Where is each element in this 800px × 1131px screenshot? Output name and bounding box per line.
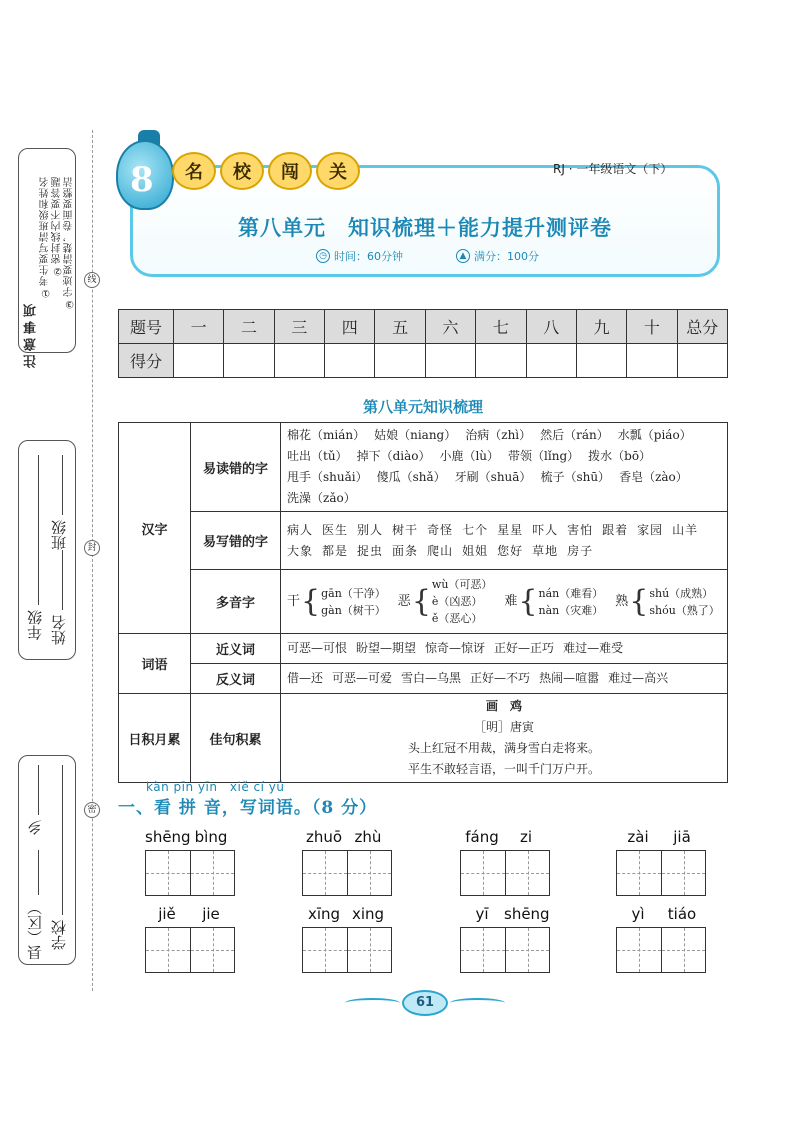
score-col: 十 — [627, 310, 677, 344]
item-pinyin — [460, 828, 550, 850]
syllable: jie — [202, 905, 220, 923]
word-item: 可恶—可恨 — [287, 641, 348, 655]
score-col: 总分 — [677, 310, 727, 344]
writing-cell[interactable] — [505, 928, 549, 972]
school-field[interactable] — [62, 765, 63, 915]
word-item: 大象 — [287, 543, 314, 558]
township-field[interactable] — [38, 765, 39, 815]
score-cell[interactable] — [526, 344, 576, 378]
easy-write-label: 易写错的字 — [191, 512, 281, 570]
school-label: 学校 — [50, 920, 68, 950]
polyphone-reading: gàn（树干） — [321, 603, 386, 617]
writing-cells — [302, 927, 392, 973]
syllable: fáng — [465, 828, 499, 846]
syllable: zhuō — [305, 828, 343, 846]
word-item: 爬山 — [427, 543, 454, 558]
brace-icon: { — [301, 583, 321, 619]
word-item: 可恶—可爱 — [332, 671, 393, 685]
grade-label: 年级 — [26, 610, 44, 640]
writing-cell[interactable] — [661, 928, 705, 972]
township-label: 乡 — [26, 820, 44, 835]
seal-mark-close: 密 — [84, 802, 100, 818]
score-col: 九 — [576, 310, 626, 344]
score-col: 四 — [325, 310, 375, 344]
polyphone-reading: nán（难看） — [538, 586, 604, 600]
poem-line-2: 平生不敢轻言语，一叫千门万户开。 — [407, 762, 600, 776]
writing-cell[interactable] — [146, 851, 190, 895]
score-col: 一 — [174, 310, 224, 344]
grade-label: RJ · 一年级语文（下） — [553, 162, 673, 176]
polyphone-group — [398, 576, 493, 627]
score-col: 六 — [425, 310, 475, 344]
knowledge-title: 第八单元知识梳理 — [362, 398, 483, 416]
syllable: bìng — [194, 828, 228, 846]
score-cell[interactable] — [576, 344, 626, 378]
score-col: 二 — [224, 310, 274, 344]
word-writing-item — [302, 905, 392, 973]
page-title: 第八单元 知识梳理＋能力提升测评卷 — [238, 215, 612, 240]
easy-read-label: 易读错的字 — [191, 423, 281, 512]
item-pinyin — [145, 828, 235, 850]
class-label: 班级 — [50, 520, 68, 550]
word-item: 病人 — [287, 522, 314, 537]
synonyms-label: 近义词 — [191, 634, 281, 664]
writing-cells — [302, 850, 392, 896]
word-writing-item — [460, 905, 550, 973]
writing-cell[interactable] — [461, 851, 505, 895]
word-item: 傻瓜（shǎ） — [376, 470, 446, 484]
footer-swirl-right — [450, 998, 505, 1008]
word-item: 奇怪 — [427, 522, 454, 537]
polyphone-label: 多音字 — [191, 570, 281, 634]
item-pinyin — [460, 905, 550, 927]
page-number: 61 — [402, 990, 448, 1016]
polyphone-group — [504, 585, 603, 619]
word-writing-item — [145, 905, 235, 973]
name-label: 姓名 — [50, 615, 68, 645]
word-item: 草地 — [532, 543, 559, 558]
word-writing-item — [145, 828, 235, 896]
brand-badge: 校 — [220, 152, 264, 190]
poem-line-1: 头上红冠不用裁，满身雪白走将来。 — [407, 741, 600, 755]
word-item: 七个 — [462, 522, 489, 537]
word-item: 房子 — [567, 543, 594, 558]
word-item: 家园 — [637, 522, 664, 537]
binding-line — [92, 130, 93, 991]
county-label: 县（区） — [26, 900, 44, 960]
score-cell[interactable] — [627, 344, 677, 378]
word-item: 都是 — [322, 543, 349, 558]
syllable: yì — [631, 905, 645, 923]
score-table — [118, 309, 728, 378]
writing-cell[interactable] — [347, 928, 391, 972]
writing-cells — [616, 927, 706, 973]
score-cell[interactable] — [677, 344, 727, 378]
word-item: 香皂（zào） — [619, 470, 688, 484]
word-item: 带领（lǐng） — [508, 449, 580, 463]
brace-icon: { — [411, 583, 431, 619]
polyphone-reading: shú（成熟） — [649, 586, 714, 600]
writing-cells — [145, 927, 235, 973]
brand-badge: 闯 — [268, 152, 312, 190]
item-pinyin — [302, 905, 392, 927]
word-item: 星星 — [497, 522, 524, 537]
word-item: 吓人 — [532, 522, 559, 537]
word-item: 治病（zhì） — [465, 428, 532, 442]
time-info — [316, 248, 403, 264]
antonyms-pairs — [281, 664, 728, 694]
word-item: 小鹿（lù） — [439, 449, 500, 463]
word-item: 跟着 — [602, 522, 629, 537]
word-item: 面条 — [392, 543, 419, 558]
hanzi-label: 汉字 — [119, 423, 191, 634]
writing-cells — [460, 927, 550, 973]
word-item: 盼望—期望 — [356, 641, 417, 655]
notice-item-2: ②密封线内不要答题 — [52, 176, 63, 276]
word-item: 您好 — [497, 543, 524, 558]
question1-title: 一、看 拼 音，写词语。（8 分） — [118, 798, 378, 818]
word-item: 别人 — [357, 522, 384, 537]
writing-cell[interactable] — [347, 851, 391, 895]
syllable: tiáo — [667, 905, 697, 923]
poem-author: ［明］唐寅 — [473, 720, 534, 734]
word-writing-item — [616, 828, 706, 896]
writing-cell[interactable] — [303, 851, 347, 895]
writing-cell[interactable] — [303, 928, 347, 972]
accumulate-label: 日积月累 — [119, 694, 191, 783]
notice-title: 注意事项 — [24, 300, 39, 368]
syllable: xīng — [307, 905, 341, 923]
word-item: 吐出（tǔ） — [287, 449, 348, 463]
word-item: 难过—高兴 — [608, 671, 669, 685]
score-cell[interactable] — [174, 344, 224, 378]
item-pinyin — [616, 905, 706, 927]
syllable: jiā — [673, 828, 691, 846]
unit-logo-digit: 8 — [130, 160, 154, 200]
poem-title: 画 鸡 — [485, 699, 522, 713]
word-item: 正好—不巧 — [470, 671, 531, 685]
polyphone-groups — [287, 576, 721, 627]
word-item: 捉虫 — [357, 543, 384, 558]
word-item: 牙刷（shuā） — [454, 470, 532, 484]
syllable: zhù — [354, 828, 382, 846]
polyphone-reading: gān（干净） — [321, 586, 386, 600]
brace-icon: { — [518, 583, 538, 619]
writing-cells — [616, 850, 706, 896]
word-item: 水瓢（piáo） — [617, 428, 692, 442]
polyphone-content — [281, 570, 728, 634]
polyphone-group — [615, 585, 720, 619]
word-item: 正好—正巧 — [494, 641, 555, 655]
word-item: 然后（rán） — [540, 428, 609, 442]
word-item: 洗澡（zǎo） — [287, 491, 356, 505]
name-field[interactable] — [62, 550, 63, 610]
word-item: 甩手（shuǎi） — [287, 470, 368, 484]
word-item: 姑娘（niang） — [374, 428, 457, 442]
footer-swirl-left — [345, 998, 400, 1008]
item-pinyin — [302, 828, 392, 850]
syllable: xing — [351, 905, 385, 923]
writing-cells — [145, 850, 235, 896]
brand-badges — [172, 152, 360, 190]
question1-pinyin: kàn pīn yīn xiě cí yǔ — [146, 780, 285, 794]
word-item: 姐姐 — [462, 543, 489, 558]
brand-badge: 关 — [316, 152, 360, 190]
synonyms-pairs — [281, 634, 728, 664]
easy-read-words — [281, 423, 728, 512]
word-item: 树干 — [392, 522, 419, 537]
score-info — [456, 248, 539, 264]
polyphone-group — [287, 585, 386, 619]
word-item: 雪白—乌黑 — [401, 671, 462, 685]
grade-field[interactable] — [38, 455, 39, 605]
writing-cell[interactable] — [190, 928, 234, 972]
word-item: 医生 — [322, 522, 349, 537]
writing-cell[interactable] — [661, 851, 705, 895]
polyphone-reading: shóu（熟了） — [649, 603, 720, 617]
ciyu-label: 词语 — [119, 634, 191, 694]
word-item: 掉下（diào） — [356, 449, 431, 463]
word-item: 借—还 — [287, 671, 324, 685]
poem — [281, 694, 728, 783]
word-writing-item — [460, 828, 550, 896]
class-field[interactable] — [62, 455, 63, 515]
word-item: 梳子（shū） — [540, 470, 611, 484]
word-item: 棉花（mián） — [287, 428, 366, 442]
score-header-label: 题号 — [119, 310, 174, 344]
score-col: 五 — [375, 310, 425, 344]
writing-cell[interactable] — [617, 928, 661, 972]
item-pinyin — [145, 905, 235, 927]
notice-item-3: ③字迹要清楚，卷面要整洁 — [64, 176, 75, 309]
clock-icon: ◷ — [316, 249, 330, 263]
syllable: jiě — [158, 905, 176, 923]
word-item: 拨水（bō） — [588, 449, 652, 463]
score-text: 满分：100分 — [474, 250, 539, 263]
score-col: 七 — [476, 310, 526, 344]
polyphone-reading: è（凶恶） — [431, 595, 483, 608]
score-cell[interactable] — [274, 344, 324, 378]
poem-section-label: 佳句积累 — [191, 694, 281, 783]
easy-write-words — [281, 512, 728, 570]
brand-badge: 名 — [172, 152, 216, 190]
syllable: yī — [475, 905, 489, 923]
score-col: 八 — [526, 310, 576, 344]
seal-mark-line: 线 — [84, 272, 100, 288]
score-cell[interactable] — [325, 344, 375, 378]
score-header-row — [119, 310, 728, 344]
syllable: zài — [627, 828, 649, 846]
polyphone-char: 恶 — [397, 594, 411, 609]
graduation-cap-icon: ▲ — [456, 249, 470, 263]
score-row — [119, 344, 728, 378]
syllable: shēng — [145, 828, 191, 846]
polyphone-char: 干 — [287, 594, 301, 609]
word-writing-item — [616, 905, 706, 973]
score-cell[interactable] — [425, 344, 475, 378]
polyphone-reading: wù（可恶） — [431, 578, 493, 591]
word-item: 山羊 — [672, 522, 699, 537]
notice-item-1: ①考生要写清班级和姓名 — [40, 176, 51, 298]
score-col: 三 — [274, 310, 324, 344]
word-item: 害怕 — [567, 522, 594, 537]
word-item: 热闹—喧嚣 — [539, 671, 600, 685]
time-text: 时间：60分钟 — [334, 250, 403, 263]
writing-cell[interactable] — [190, 851, 234, 895]
writing-cell[interactable] — [617, 851, 661, 895]
item-pinyin — [616, 828, 706, 850]
brace-icon: { — [629, 583, 649, 619]
word-item: 难过—难受 — [563, 641, 624, 655]
score-cell[interactable] — [375, 344, 425, 378]
score-row-label: 得分 — [119, 344, 174, 378]
polyphone-char: 熟 — [615, 594, 629, 609]
seal-mark-seal: 封 — [84, 540, 100, 556]
polyphone-reading: nàn（灾难） — [538, 603, 604, 617]
syllable: zi — [519, 828, 533, 846]
score-cell[interactable] — [224, 344, 274, 378]
polyphone-char: 难 — [504, 594, 518, 609]
writing-cells — [460, 850, 550, 896]
writing-cell[interactable] — [461, 928, 505, 972]
knowledge-table — [118, 422, 728, 783]
antonyms-label: 反义词 — [191, 664, 281, 694]
syllable: shēng — [504, 905, 550, 923]
word-writing-item — [302, 828, 392, 896]
polyphone-reading: ě（恶心） — [431, 612, 483, 625]
writing-cell[interactable] — [505, 851, 549, 895]
county-field[interactable] — [38, 850, 39, 895]
word-item: 惊奇—惊讶 — [425, 641, 486, 655]
writing-cell[interactable] — [146, 928, 190, 972]
score-cell[interactable] — [476, 344, 526, 378]
